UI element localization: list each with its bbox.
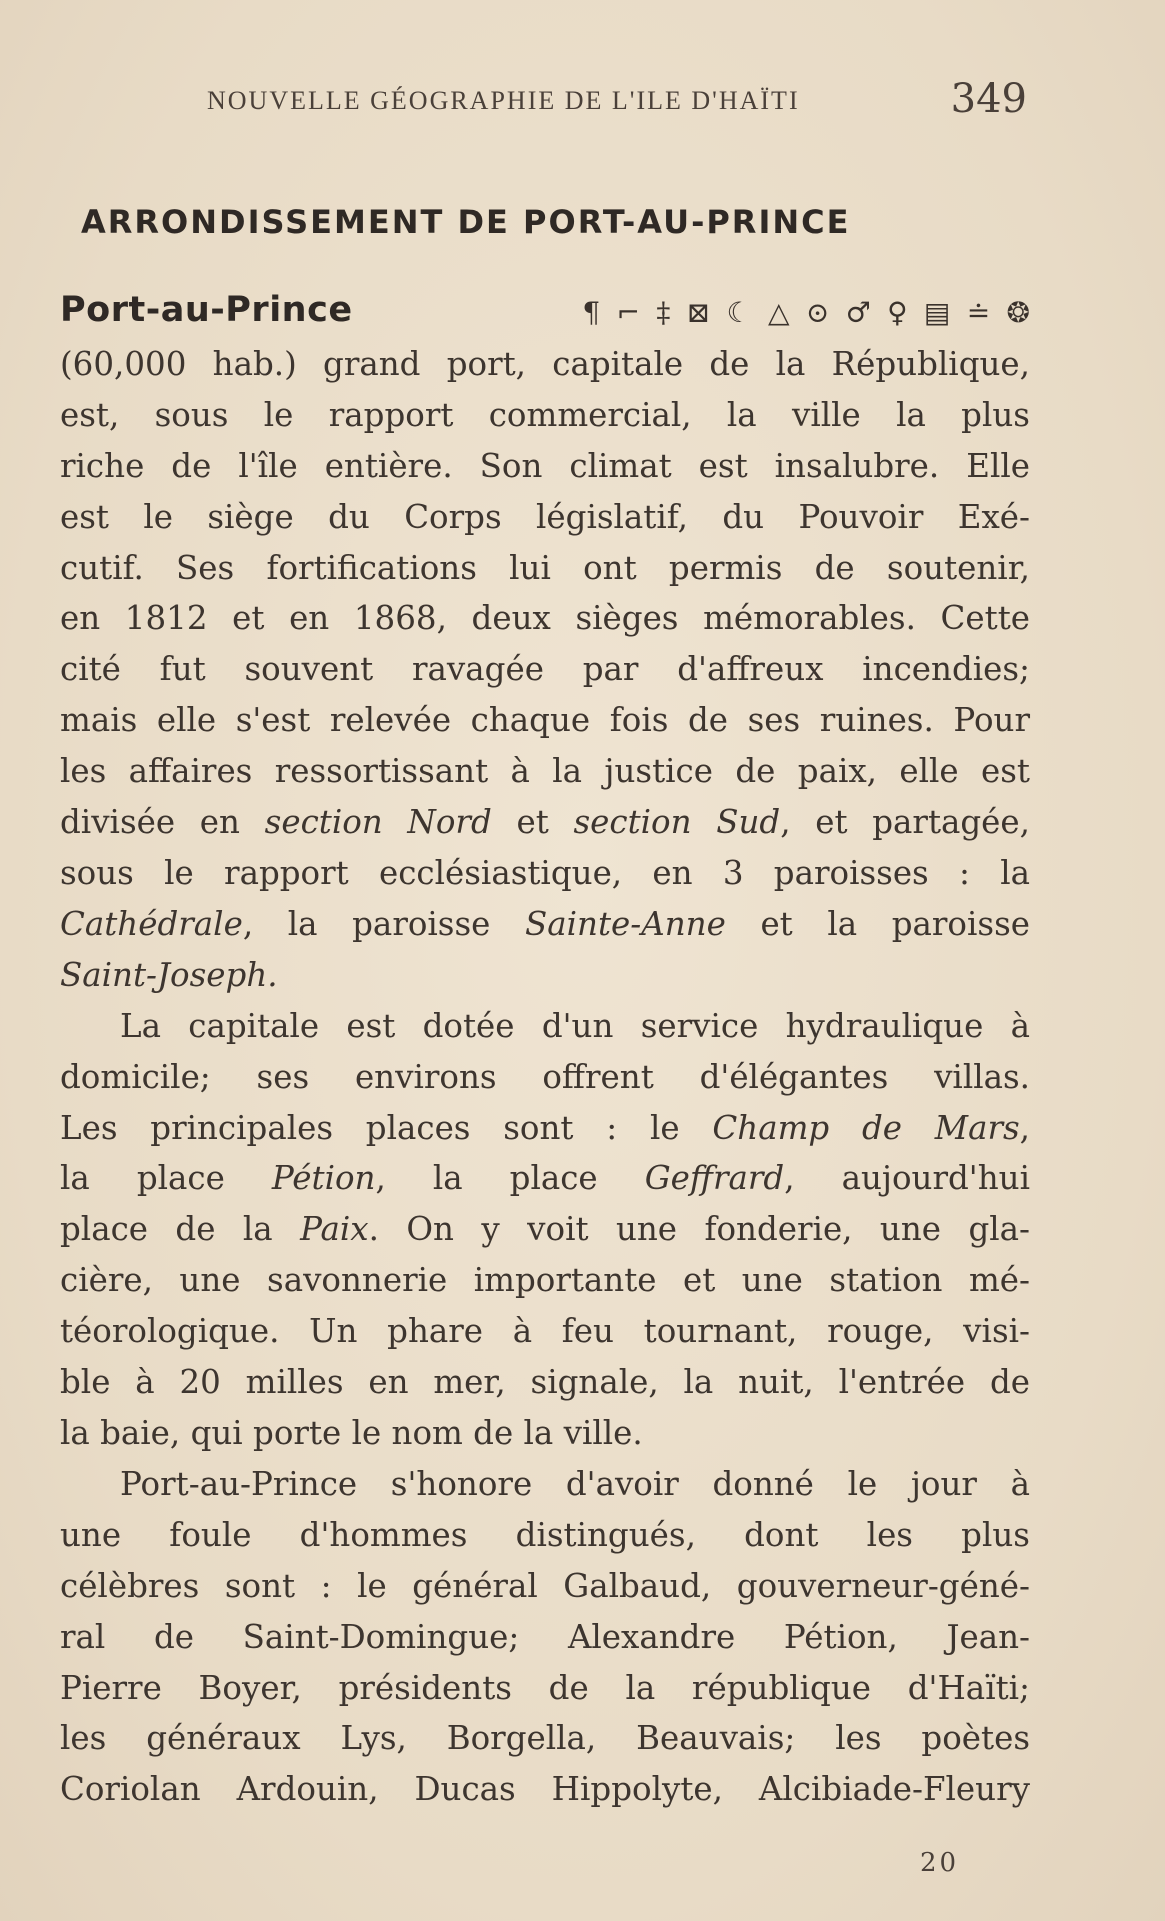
signature-mark: 20 [920, 1848, 960, 1878]
text-line [60, 950, 1030, 1001]
text-line: est, sous le rapport commercial, la ville la plus [60, 395, 1030, 434]
entry-name: Port-au-Prince [60, 290, 353, 330]
text-line: les affaires ressortissant à la justice de paix, elle est [60, 752, 1030, 791]
text-line: téorologique. Un phare à feu tournant, rouge, visi- [60, 1312, 1030, 1351]
anchor-symbol-icon: ♂ [845, 296, 871, 330]
italic-term: Sainte-Anne [525, 904, 726, 943]
text-run: , la paroisse [242, 904, 526, 943]
text-run: , aujourd'hui [784, 1159, 1030, 1198]
triangle-symbol-icon: △ [767, 296, 790, 330]
crescent-symbol-icon: ☾ [726, 296, 752, 330]
text-line: est le siège du Corps législatif, du Pouvoir Exé- [60, 497, 1030, 536]
italic-term: Champ de Mars [712, 1108, 1020, 1147]
italic-term: Geffrard [644, 1159, 785, 1198]
text-line: (60,000 hab.) grand port, capitale de la République, [60, 344, 1030, 383]
italic-term: Paix [300, 1210, 369, 1249]
double-dagger-symbol-icon: ‡ [656, 296, 671, 330]
text-run: place de la [60, 1210, 301, 1249]
text-line: la baie, qui porte le nom de la ville. [60, 1413, 643, 1452]
text-line: mais elle s'est relevée chaque fois de ses ruines. Pour [60, 701, 1030, 740]
text-run: et la paroisse [725, 904, 1030, 943]
section-title: ARRONDISSEMENT DE PORT-AU-PRINCE [81, 203, 851, 241]
body-text [60, 285, 1030, 1815]
text-line: riche de l'île entière. Son climat est insalubre. Elle [60, 446, 1030, 485]
wheel-symbol-icon: ❂ [1006, 296, 1030, 330]
running-title: NOUVELLE GÉOGRAPHIE DE L'ILE D'HAÏTI [207, 86, 800, 115]
italic-term: section Sud [573, 803, 781, 842]
entry-heading-line [60, 285, 1030, 339]
text-run: la place [60, 1159, 272, 1198]
text-line: une foule d'hommes distingués, dont les plus [60, 1515, 1030, 1554]
circle-dot-symbol-icon: ⊙ [805, 296, 830, 330]
text-line [60, 899, 1030, 950]
text-line: cité fut souvent ravagée par d'affreux incendies; [60, 650, 1030, 689]
text-line: Pierre Boyer, présidents de la république d'Haïti; [60, 1668, 1030, 1707]
text-line [60, 1153, 1030, 1204]
text-run: , [1019, 1108, 1031, 1147]
text-line: ral de Saint-Domingue; Alexandre Pétion, Jean- [60, 1617, 1030, 1656]
text-line [60, 1103, 1030, 1154]
text-line: cière, une savonnerie importante et une station mé- [60, 1261, 1030, 1300]
text-run: . On y voit une fonderie, une gla- [368, 1210, 1031, 1249]
text-line: en 1812 et en 1868, deux sièges mémorables. Cette [60, 599, 1030, 638]
text-run: , la place [375, 1159, 645, 1198]
text-line: Coriolan Ardouin, Ducas Hippolyte, Alcibiade-Fleury [60, 1770, 1030, 1809]
text-line: domicile; ses environs offrent d'élégantes villas. [60, 1057, 1030, 1096]
italic-term: Saint-Joseph. [60, 955, 278, 994]
text-line: La capitale est dotée d'un service hydraulique à [120, 1006, 1030, 1045]
text-line: les généraux Lys, Borgella, Beauvais; les poètes [60, 1719, 1030, 1758]
text-line: célèbres sont : le général Galbaud, gouverneur-géné- [60, 1566, 1030, 1605]
text-run: , et partagée, [780, 803, 1030, 842]
page-number: 349 [950, 76, 1027, 122]
corner-symbol-icon: ⌐ [616, 296, 640, 330]
text-line: cutif. Ses fortifications lui ont permis de soutenir, [60, 548, 1030, 587]
boxed-cross-symbol-icon: ⊠ [686, 296, 711, 330]
page-header [207, 76, 1027, 126]
mound-symbol-icon: ≐ [966, 296, 991, 330]
italic-term: Pétion [271, 1159, 376, 1198]
italic-term: section Nord [264, 803, 492, 842]
book-symbol-icon: ▤ [923, 296, 951, 330]
text-line: Port-au-Prince s'honore d'avoir donné le jour à [120, 1464, 1030, 1503]
text-run: divisée en [60, 803, 265, 842]
text-line: sous le rapport ecclésiastique, en 3 paroisses : la [60, 854, 1030, 893]
text-line [60, 1204, 1030, 1255]
map-symbols [576, 286, 1030, 339]
pilcrow-symbol-icon: ¶ [582, 296, 601, 330]
text-line [60, 797, 1030, 848]
text-line: ble à 20 milles en mer, signale, la nuit, l'entrée de [60, 1363, 1030, 1402]
italic-term: Cathédrale [60, 904, 243, 943]
text-run: et [491, 803, 574, 842]
text-run: Les principales places sont : le [60, 1108, 713, 1147]
caduceus-symbol-icon: ♀ [887, 296, 908, 330]
